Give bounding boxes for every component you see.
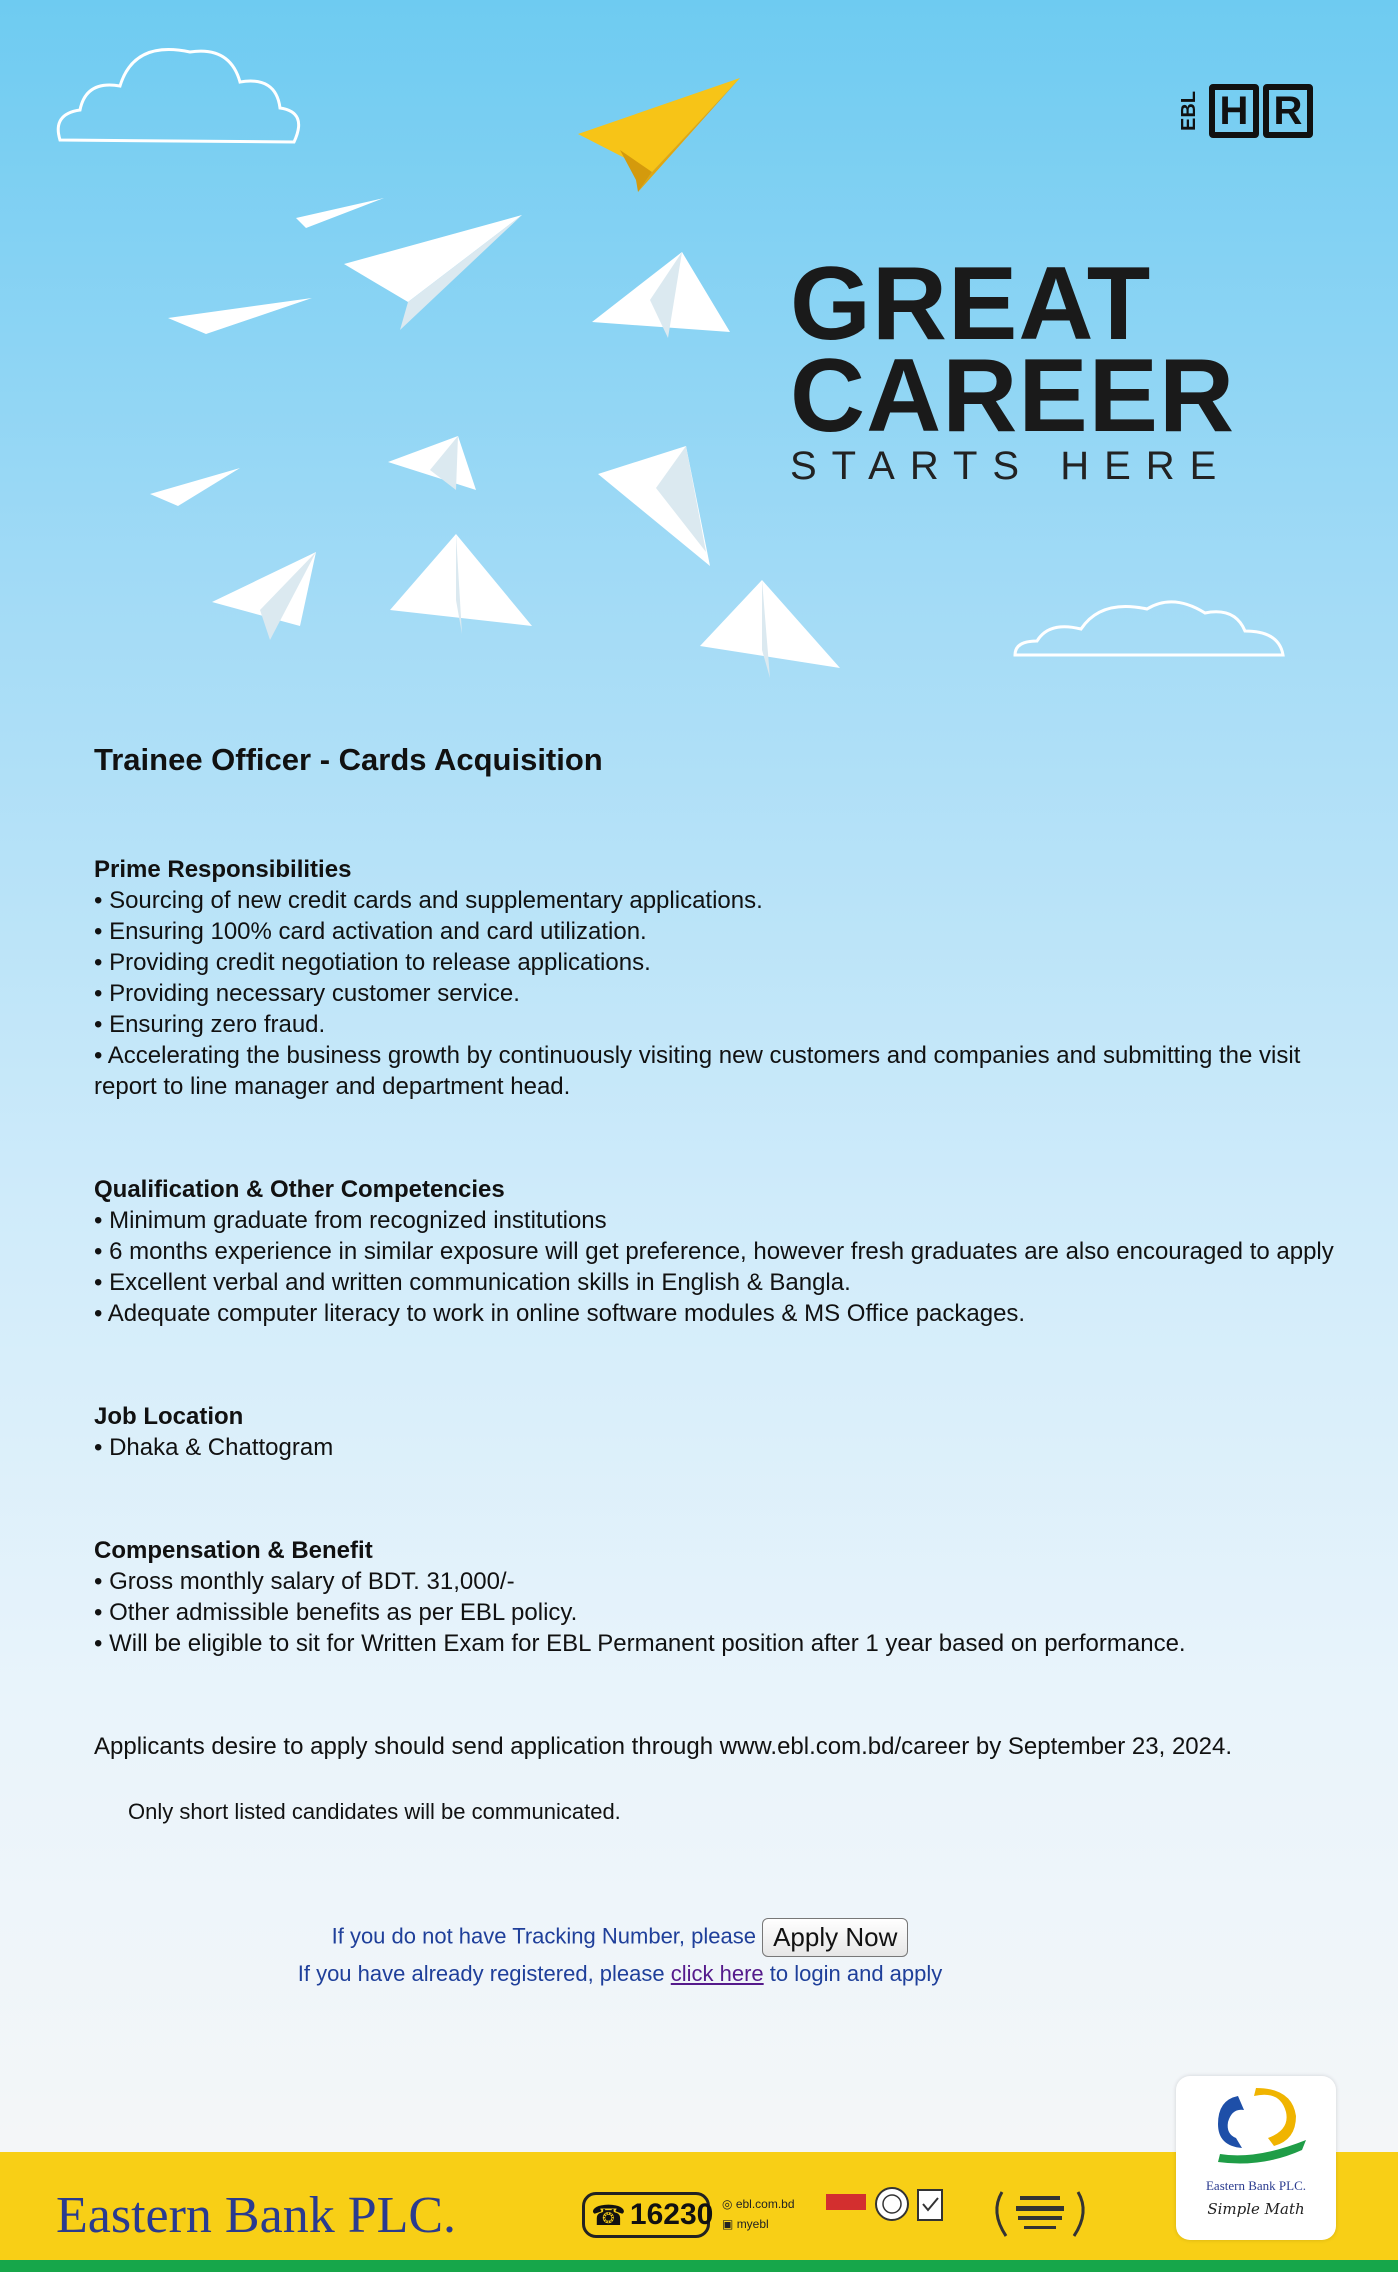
list-item: • Ensuring 100% card activation and card utilization. [94, 916, 1334, 947]
apply-line-1-text: If you do not have Tracking Number, please [331, 1923, 756, 1949]
location-list [94, 1432, 1334, 1463]
section-heading: Job Location [94, 1403, 244, 1430]
headline-line-1: GREAT [790, 246, 1152, 362]
certification-seal-icon [826, 2186, 950, 2232]
list-item: • 6 months experience in similar exposure will get preference, however fresh graduates are also encouraged to apply [94, 1236, 1334, 1267]
yellow-plane-icon [578, 78, 740, 192]
white-planes-icon [150, 198, 840, 678]
responsibility-list [94, 885, 1334, 1102]
list-item: • Providing necessary customer service. [94, 978, 1334, 1009]
hotline-number: 16230 [629, 2198, 714, 2231]
apply-line-1 [0, 1918, 1240, 1957]
award-badge [988, 2182, 1092, 2242]
facebook-icon: ▣ [722, 2217, 734, 2231]
web-icon: ◎ [722, 2197, 733, 2211]
section-compensation [94, 1535, 1334, 1659]
logo-letter-r: R [1263, 84, 1313, 138]
section-qualification [94, 1174, 1334, 1329]
list-item: • Sourcing of new credit cards and supplementary applications. [94, 885, 1334, 916]
shortlist-note: Only short listed candidates will be communicated. [128, 1799, 621, 1824]
list-item: • Other admissible benefits as per EBL policy. [94, 1597, 1334, 1628]
list-item: • Will be eligible to sit for Written Exam for EBL Permanent position after 1 year based on performance. [94, 1628, 1334, 1659]
login-link[interactable]: click here [670, 1961, 764, 1986]
hero-banner [0, 0, 1398, 720]
apply-section [0, 1918, 1240, 1991]
apply-line-2-text: If you have already registered, please [297, 1961, 665, 1986]
badge-tagline: Simple Math [1207, 2200, 1305, 2218]
headline-tagline: STARTS HERE [790, 444, 1232, 488]
list-item: • Excellent verbal and written communication skills in English & Bangla. [94, 1267, 1334, 1298]
logo-letter-h: H [1209, 84, 1259, 138]
apply-statement: Applicants desire to apply should send application through www.ebl.com.bd/career by September 23, 2024. [94, 1733, 1233, 1760]
hotline-badge [582, 2192, 714, 2238]
logo-prefix: EBL [1178, 91, 1200, 131]
list-item: • Providing credit negotiation to release applications. [94, 947, 1334, 978]
section-prime-responsibilities [94, 854, 1334, 1102]
list-item: • Gross monthly salary of BDT. 31,000/- [94, 1566, 1334, 1597]
apply-now-button[interactable]: Apply Now [762, 1918, 908, 1957]
footer-stripe [0, 2260, 1398, 2272]
social-fb[interactable]: myebl [736, 2217, 769, 2231]
list-item: • Accelerating the business growth by continuously visiting new customers and companies and submitting the visit report to line manager and department head. [94, 1040, 1334, 1102]
social-web[interactable]: ebl.com.bd [735, 2197, 795, 2211]
hero-headline [790, 246, 1236, 489]
social-links [722, 2194, 795, 2234]
list-item: • Ensuring zero fraud. [94, 1009, 1334, 1040]
qualification-list [94, 1205, 1334, 1329]
list-item: • Adequate computer literacy to work in online software modules & MS Office packages. [94, 1298, 1334, 1329]
phone-icon: ☎ [591, 2199, 626, 2231]
apply-line-2-suffix: to login and apply [769, 1961, 943, 1986]
section-heading: Qualification & Other Competencies [94, 1176, 505, 1203]
section-heading: Compensation & Benefit [94, 1537, 373, 1564]
certification-logos [826, 2186, 950, 2240]
ebl-hr-logo [1178, 84, 1313, 138]
section-heading: Prime Responsibilities [94, 856, 352, 883]
laurel-icon [988, 2182, 1092, 2242]
list-item: • Minimum graduate from recognized institutions [94, 1205, 1334, 1236]
badge-bank-name: Eastern Bank PLC. [1205, 2178, 1306, 2193]
job-title: Trainee Officer - Cards Acquisition [94, 742, 603, 777]
ebl-logo-icon [1176, 2076, 1336, 2176]
benefit-list [94, 1566, 1334, 1659]
bank-name: Eastern Bank PLC. [56, 2187, 457, 2244]
job-description [94, 740, 1334, 1827]
list-item: • Dhaka & Chattogram [94, 1432, 1334, 1463]
section-job-location [94, 1401, 1334, 1463]
ebl-logo-badge [1176, 2076, 1336, 2240]
apply-line-2 [0, 1957, 1240, 1991]
headline-line-2: CAREER [790, 338, 1236, 454]
